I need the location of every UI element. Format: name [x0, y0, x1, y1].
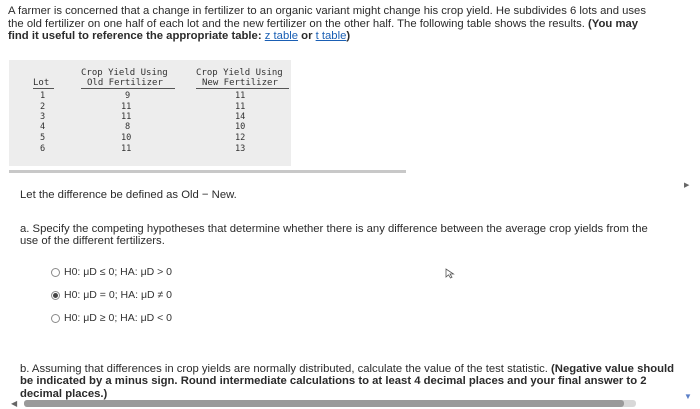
cell-old-1: 9	[125, 91, 131, 101]
part-b-bold-1: (Negative value	[551, 363, 634, 375]
hypothesis-option-1-label: H0: μD ≤ 0; HA: μD > 0	[64, 266, 173, 278]
intro-line-3	[8, 30, 698, 43]
intro-line-3-bold: find it useful to reference the appropriate table:	[8, 30, 265, 43]
intro-line-1: A farmer is concerned that a change in fertilizer to an organic variant might change his crop yield. He subdivides 6 lots and uses	[8, 5, 646, 17]
t-table-link[interactable]: t table	[315, 30, 347, 43]
cell-new-6: 13	[235, 144, 246, 154]
intro-bold-prefix: (You may	[588, 17, 639, 30]
difference-definition: Let the difference be defined as Old − New.	[20, 189, 237, 201]
part-b-line-1: b. Assuming that differences in crop yields are normally distributed, calculate the value of the test statistic.	[20, 363, 548, 375]
radio-button-3[interactable]	[51, 314, 60, 323]
radio-button-1[interactable]	[51, 268, 60, 277]
hypothesis-option-3-label: H0: μD ≥ 0; HA: μD < 0	[64, 312, 173, 324]
col-header-new-1: Crop Yield Using	[196, 68, 283, 78]
cell-old-6: 11	[121, 144, 132, 154]
scrollbar-thumb[interactable]	[24, 400, 624, 407]
problem-intro	[8, 5, 698, 43]
col-header-old-2: Old Fertilizer	[87, 78, 163, 88]
col-header-new-2: New Fertilizer	[202, 78, 278, 88]
header-underline-old	[81, 88, 175, 89]
cell-lot-5: 5	[40, 133, 46, 143]
part-a-line-1: a. Specify the competing hypotheses that determine whether there is any difference between the average crop yields from the	[20, 223, 648, 235]
header-underline-lot	[33, 88, 54, 89]
intro-line-2	[8, 18, 698, 31]
section-divider	[9, 170, 406, 173]
part-b-text	[20, 363, 690, 400]
cell-lot-1: 1	[40, 91, 46, 101]
part-b-bold-3: decimal places.)	[20, 387, 108, 400]
cell-old-2: 11	[121, 102, 132, 112]
chevron-down-icon[interactable]: ▼	[684, 392, 692, 401]
or-text: or	[298, 30, 316, 43]
hypothesis-option-2-label: H0: μD = 0; HA: μD ≠ 0	[64, 289, 173, 301]
cell-lot-2: 2	[40, 102, 46, 112]
part-b-bold-2: should be indicated by a minus sign. Round intermediate calculations to at least 4 decimal places and your final answer to 2	[20, 363, 675, 388]
cell-lot-3: 3	[40, 112, 46, 122]
z-table-link[interactable]: z table	[264, 30, 299, 43]
cell-new-4: 10	[235, 122, 246, 132]
cell-old-5: 10	[121, 133, 132, 143]
cell-new-3: 14	[235, 112, 246, 122]
col-header-lot: Lot	[33, 78, 50, 88]
chevron-right-icon[interactable]: ▶	[684, 182, 690, 189]
cell-new-1: 11	[235, 91, 246, 101]
cell-old-3: 11	[121, 112, 132, 122]
col-header-old-1: Crop Yield Using	[81, 68, 168, 78]
crop-yield-table	[9, 60, 291, 166]
cell-lot-6: 6	[40, 144, 46, 154]
close-paren: )	[346, 30, 351, 43]
intro-line-2-text: the old fertilizer on one half of each lot and the new fertilizer on the other half. The following table shows the results.	[8, 17, 585, 30]
mouse-pointer-icon	[445, 268, 456, 279]
horizontal-scrollbar[interactable]	[24, 400, 636, 407]
radio-button-2-selected[interactable]	[51, 291, 60, 300]
cell-lot-4: 4	[40, 122, 46, 132]
part-a-line-2: use of the different fertilizers.	[20, 235, 165, 247]
chevron-left-icon[interactable]: ◀	[11, 399, 18, 408]
cell-old-4: 8	[125, 122, 131, 132]
header-underline-new	[196, 88, 289, 89]
cell-new-2: 11	[235, 102, 246, 112]
cell-new-5: 12	[235, 133, 246, 143]
